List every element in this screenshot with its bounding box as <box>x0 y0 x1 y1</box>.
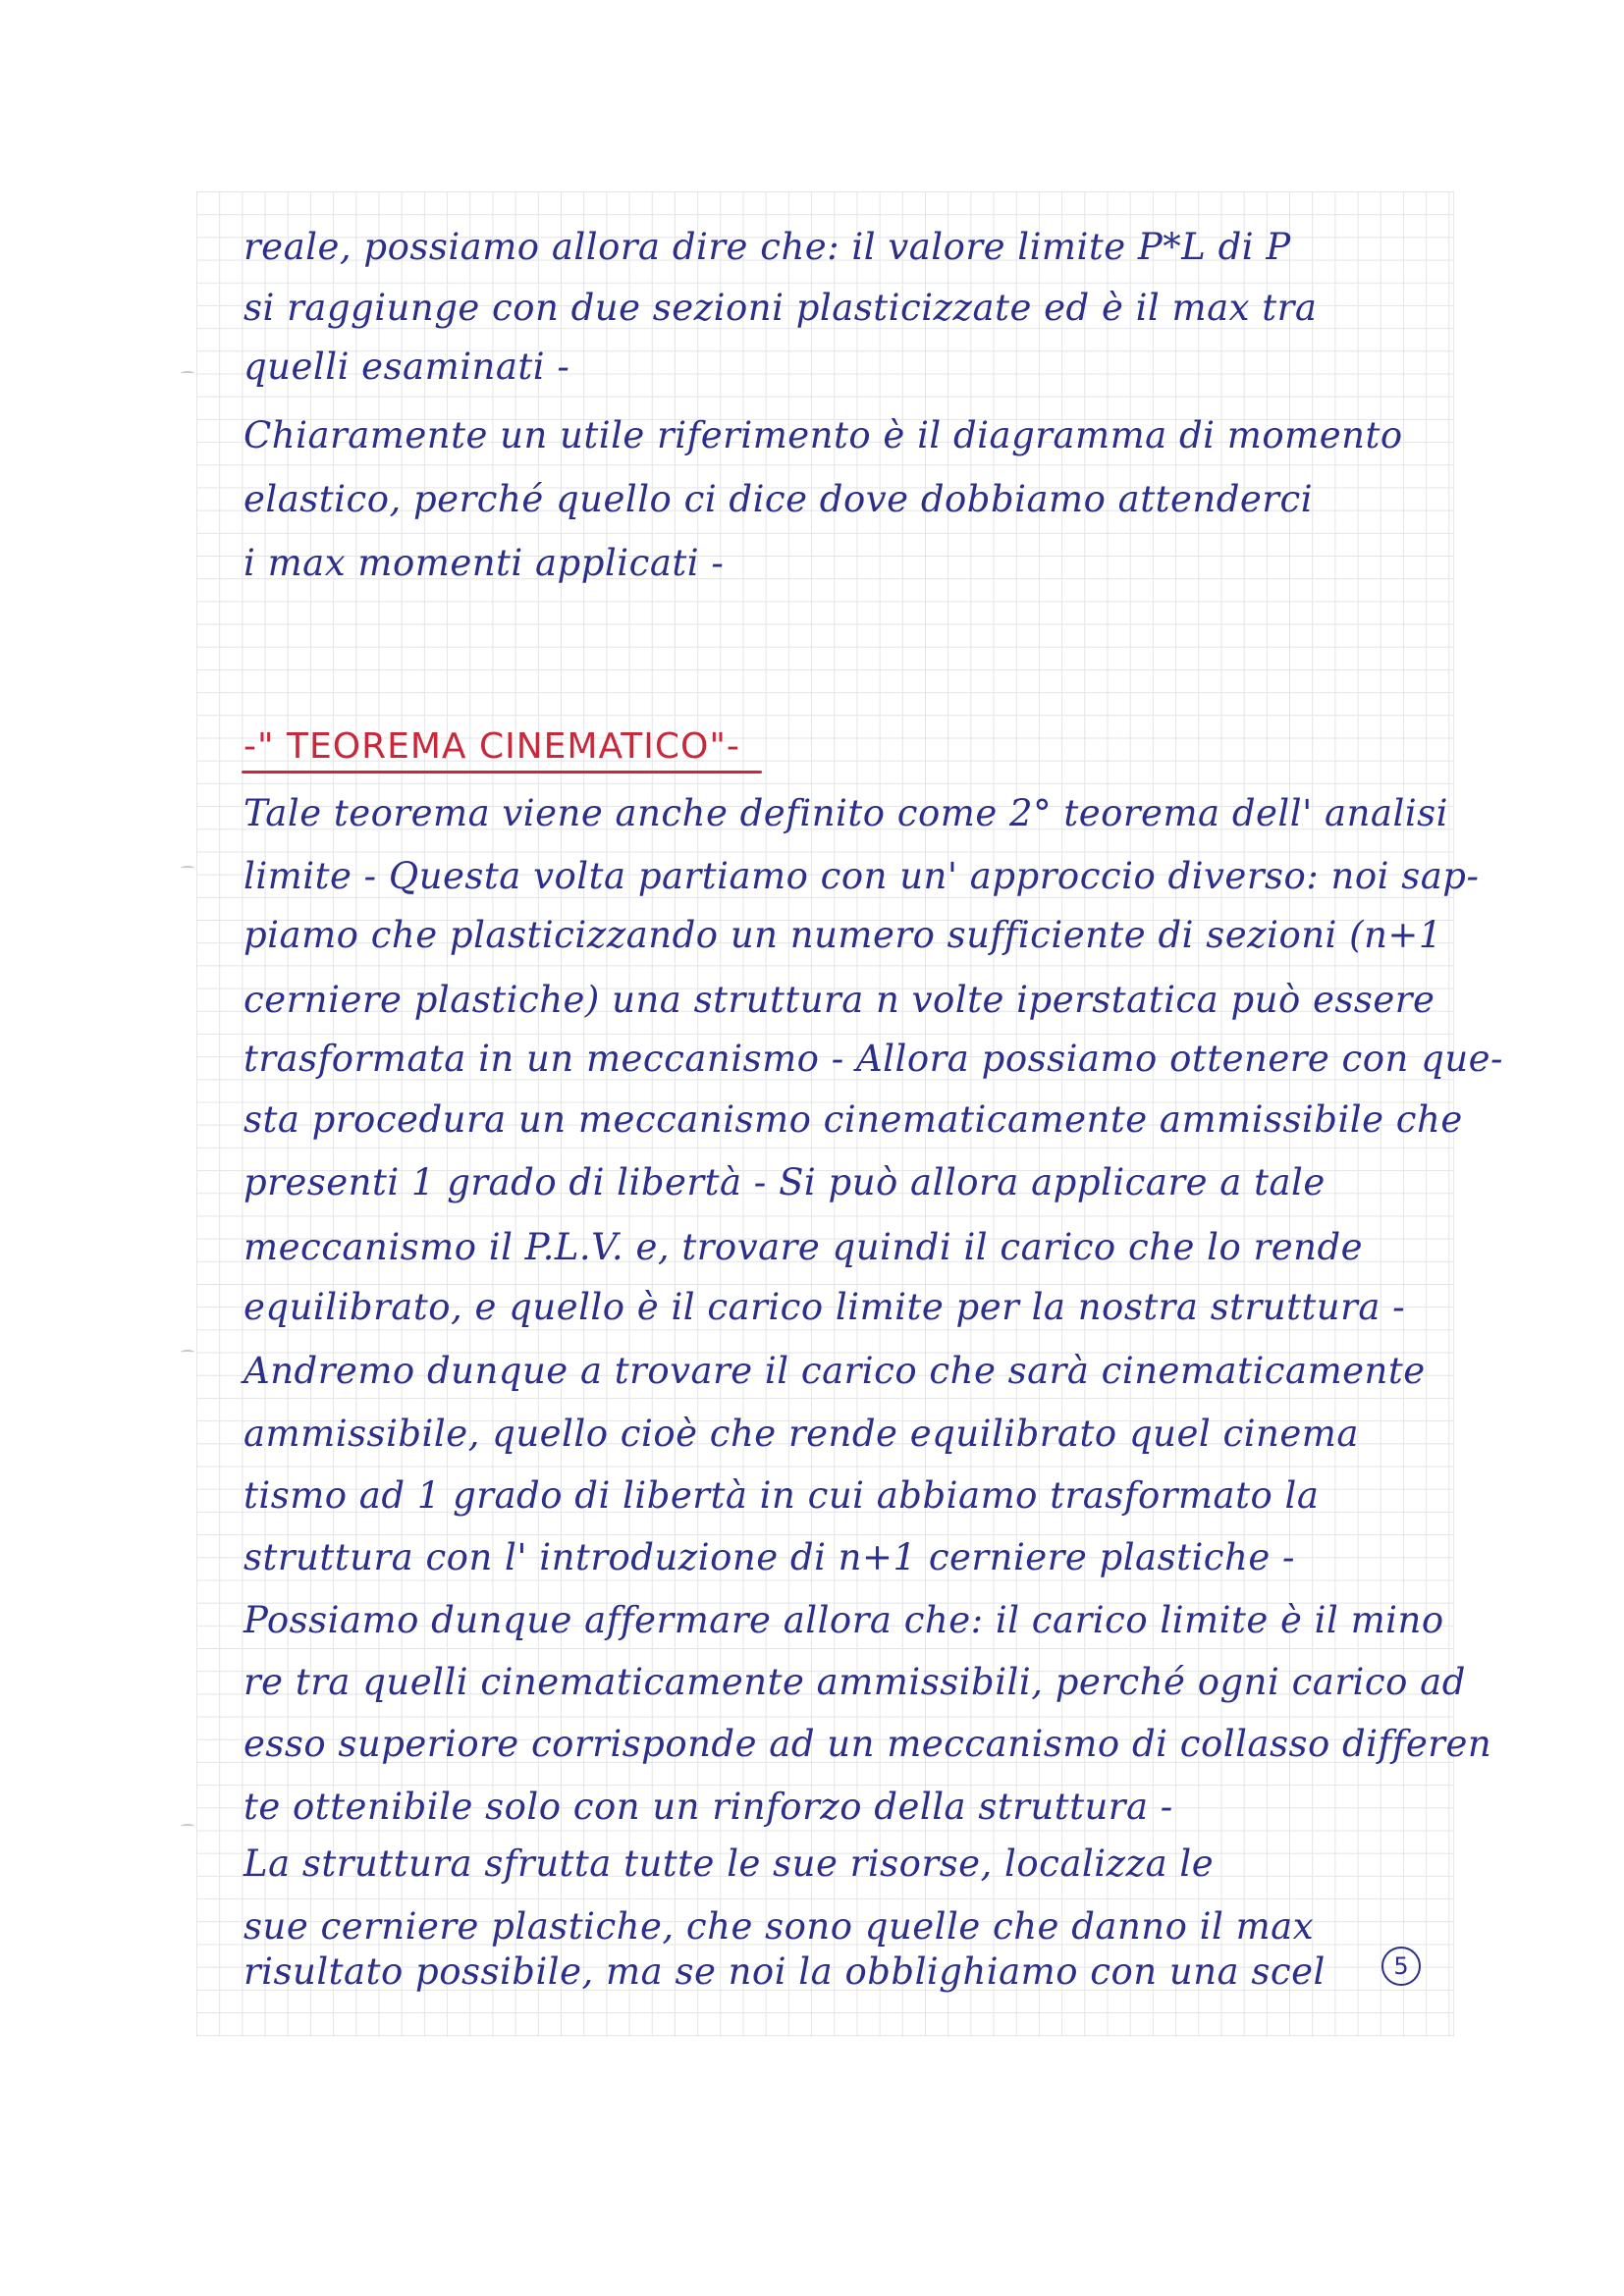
text-line: ammissibile, quello cioè che rende equilibrato quel cinema <box>244 1413 1359 1455</box>
text-line: re tra quelli cinematicamente ammissibili, perché ogni carico ad <box>244 1661 1466 1703</box>
text-line: quelli esaminati - <box>244 346 570 388</box>
text-line: presenti 1 grado di libertà - Si può allora applicare a tale <box>244 1161 1326 1203</box>
binder-hole-mark <box>181 1350 194 1355</box>
text-line: struttura con l' introduzione di n+1 cerniere plastiche - <box>244 1536 1296 1578</box>
page-number-badge: 5 <box>1381 1947 1421 1986</box>
text-line: esso superiore corrisponde ad un meccanismo di collasso differen <box>244 1723 1492 1765</box>
text-line: elastico, perché quello ci dice dove dobbiamo attenderci <box>244 478 1314 520</box>
text-line: si raggiunge con due sezioni plasticizzate ed è il max tra <box>244 287 1318 329</box>
text-line: tismo ad 1 grado di libertà in cui abbiamo trasformato la <box>244 1474 1320 1517</box>
text-line: Possiamo dunque affermare allora che: il carico limite è il mino <box>244 1599 1444 1641</box>
heading-underline <box>242 771 762 774</box>
binder-hole-mark <box>181 371 194 376</box>
text-line: trasformata in un meccanismo - Allora possiamo ottenere con que- <box>244 1038 1504 1080</box>
binder-hole-mark <box>181 1824 194 1829</box>
text-line: equilibrato, e quello è il carico limite per la nostra struttura - <box>244 1286 1406 1328</box>
text-line: meccanismo il P.L.V. e, trovare quindi il carico che lo rende <box>244 1226 1364 1268</box>
text-line: piamo che plasticizzando un numero sufficiente di sezioni (n+1 <box>244 914 1442 956</box>
text-line: reale, possiamo allora dire che: il valore limite P*L di P <box>244 226 1291 268</box>
text-line: sue cerniere plastiche, che sono quelle che danno il max <box>244 1905 1315 1948</box>
text-line: cerniere plastiche) una struttura n volte iperstatica può essere <box>244 979 1435 1021</box>
text-line: te ottenibile solo con un rinforzo della struttura - <box>244 1786 1173 1828</box>
text-line: sta procedura un meccanismo cinematicamente ammissibile che <box>244 1098 1463 1141</box>
section-heading: -" TEOREMA CINEMATICO"- <box>244 726 740 767</box>
text-line: Tale teorema viene anche definito come 2° teorema dell' analisi <box>244 792 1448 834</box>
text-line: risultato possibile, ma se noi la obblighiamo con una scel <box>244 1950 1326 1993</box>
binder-hole-mark <box>181 866 194 871</box>
text-line: Andremo dunque a trovare il carico che sarà cinematicamente <box>244 1350 1426 1392</box>
text-line: La struttura sfrutta tutte le sue risorse, localizza le <box>244 1842 1215 1885</box>
text-line: i max momenti applicati - <box>244 542 725 584</box>
text-line: Chiaramente un utile riferimento è il diagramma di momento <box>244 414 1403 456</box>
text-line: limite - Questa volta partiamo con un' approccio diverso: noi sap- <box>244 855 1480 897</box>
